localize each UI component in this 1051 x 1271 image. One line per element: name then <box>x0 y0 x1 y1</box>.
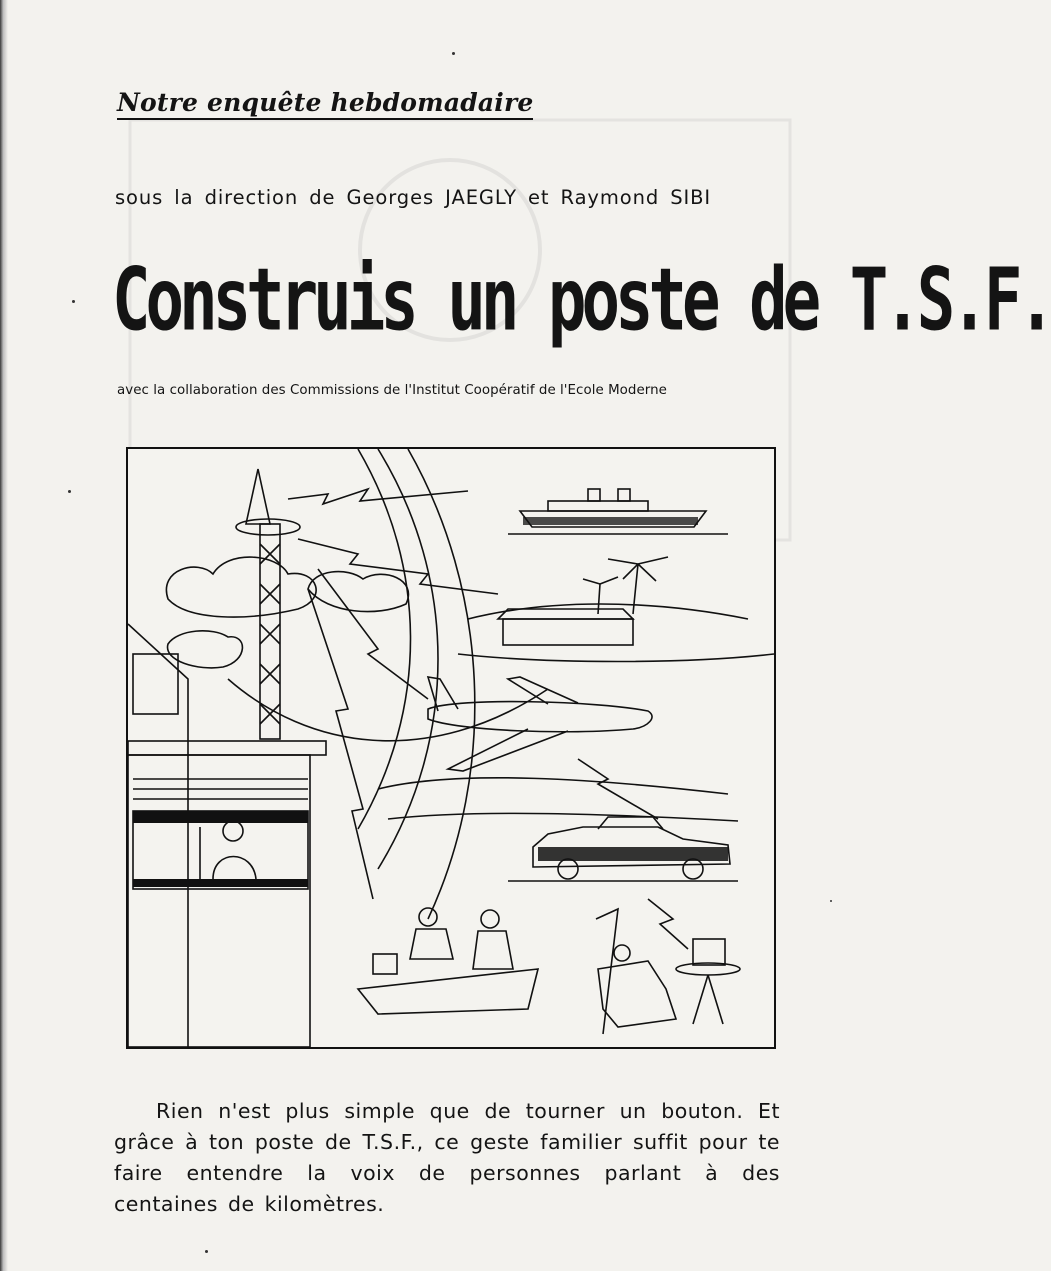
wave-arc-3 <box>408 449 475 919</box>
cloud-left <box>166 557 316 617</box>
picnic-blanket <box>358 969 538 1014</box>
floor-lamp <box>596 909 618 1034</box>
girl-body <box>410 929 453 959</box>
ship-deck <box>548 501 648 511</box>
tower-lattice <box>260 544 280 724</box>
listener-head <box>614 945 630 961</box>
page-title: Construis un poste de T.S.F. <box>112 251 1051 352</box>
plane-wing-lower <box>448 729 568 771</box>
paper-speck <box>72 300 75 303</box>
series-title: Notre enquête hebdomadaire <box>117 88 533 120</box>
car-wheel-front <box>558 859 578 879</box>
wave-arc-2 <box>378 449 438 869</box>
signal-bolt-car <box>578 759 658 819</box>
studio-roofline <box>128 741 326 755</box>
direction-line: sous la direction de Georges JAEGLY et Raymond SIBI <box>115 186 712 209</box>
body-paragraph: Rien n'est plus simple que de tourner un bouton. Et grâce à ton poste de T.S.F., ce geste familier suffit pour te faire entendre la voix de personnes parlant à des centaines de kilomètres. <box>114 1099 780 1216</box>
collaboration-line: avec la collaboration des Commissions de l'Institut Coopératif de l'Ecole Moderne <box>117 383 667 398</box>
home-radio <box>693 939 725 965</box>
signal-bolt-plane <box>318 569 428 699</box>
plane-fuselage <box>428 702 652 732</box>
signal-bolt-ship <box>288 489 468 504</box>
paper-speck <box>830 900 832 902</box>
signal-bolt-home <box>648 899 688 949</box>
radio-broadcast-illustration <box>126 447 776 1049</box>
paper-speck <box>68 490 71 493</box>
ship-funnel-1 <box>588 489 600 501</box>
island-house <box>503 619 633 645</box>
ship-funnel-2 <box>618 489 630 501</box>
sea-line <box>458 654 774 662</box>
wave-arc-1 <box>358 449 411 829</box>
announcer-body <box>213 857 256 880</box>
car-wheel-back <box>683 859 703 879</box>
announcer-head <box>223 821 243 841</box>
paper-speck <box>205 1250 208 1253</box>
paper-speck <box>452 52 455 55</box>
page-binding-edge <box>0 0 8 1271</box>
signal-bolt-island <box>298 539 498 594</box>
ground-line-1 <box>378 778 728 794</box>
plane-wing-upper <box>508 677 578 704</box>
signal-bolt-down <box>308 589 373 899</box>
building-wall <box>128 624 188 1049</box>
tower-dish <box>236 519 300 535</box>
armchair <box>598 961 676 1027</box>
ground-line-2 <box>388 813 738 821</box>
boy-body <box>473 931 513 969</box>
tower-top <box>246 469 270 524</box>
island-roof <box>498 609 633 619</box>
studio-louvres <box>133 779 308 799</box>
studio-window-shade <box>133 811 308 823</box>
picnic-radio <box>373 954 397 974</box>
wave-arc-4 <box>228 679 548 741</box>
illustration-drawing <box>128 449 774 1047</box>
girl-head <box>419 908 437 926</box>
side-table-legs <box>693 975 723 1024</box>
boy-head <box>481 910 499 928</box>
island-hill <box>468 604 748 619</box>
cloud-middle <box>308 572 408 612</box>
